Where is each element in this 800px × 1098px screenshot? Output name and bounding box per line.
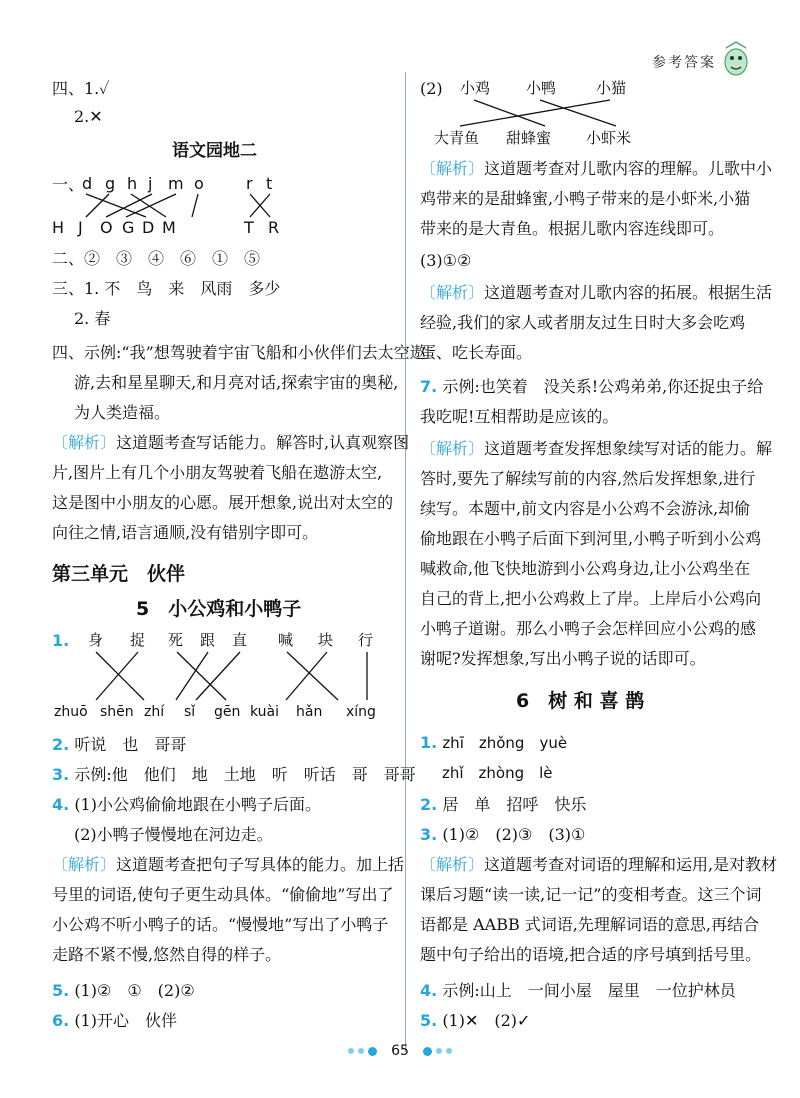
analysis-line: 语都是 AABB 式词语,先理解词语的意思,再结合 xyxy=(420,915,759,934)
answer-line: 为人类造福。 xyxy=(74,403,171,422)
match-letter-lower: j xyxy=(148,174,153,193)
match-pinyin: xíng xyxy=(346,704,376,720)
column-divider xyxy=(405,72,406,1052)
analysis-line xyxy=(52,854,404,876)
answer-text: (1)开心 伙伴 xyxy=(74,1011,177,1030)
answer-line: 我吃呢!互相帮助是应该的。 xyxy=(420,407,619,426)
analysis-line: 带来的是大青鱼。根据儿歌内容连线即可。 xyxy=(420,219,725,238)
analysis-line: 答时,要先了解续写前的内容,然后发挥想象,进行 xyxy=(420,469,756,488)
question-line xyxy=(52,764,416,786)
question-number: 4. xyxy=(52,795,70,814)
analysis-line xyxy=(420,438,772,460)
match-food: 小虾米 xyxy=(586,129,632,147)
match-character: 喊 xyxy=(278,631,294,649)
analysis-tag: 〔解析〕 xyxy=(420,283,485,302)
decor-dot-icon xyxy=(423,1047,432,1056)
match-pinyin: sǐ xyxy=(184,704,196,720)
decor-dot-icon xyxy=(348,1048,354,1054)
question-number: 4. xyxy=(420,981,438,1000)
analysis-line: 课后习题“读一读,记一记”的变相考查。这三个词 xyxy=(420,885,762,904)
answer-text: 示例:山上 一间小屋 屋里 一位护林员 xyxy=(442,981,736,1000)
answer-text: 示例:他 他们 地 土地 听 听话 哥 哥哥 xyxy=(74,765,416,784)
analysis-line xyxy=(420,854,777,876)
analysis-line: 号里的词语,使句子更生动具体。“偷偷地”写出了 xyxy=(52,885,394,904)
answer-text: 示例:也笑着 没关系!公鸡弟弟,你还捉虫子给 xyxy=(442,377,764,396)
analysis-line: 走路不紧不慢,悠然自得的样子。 xyxy=(52,945,282,964)
question-number: 2. xyxy=(420,795,438,814)
answer-line: 四、1.✓ xyxy=(52,79,110,98)
lesson-title: 5 小公鸡和小鸭子 xyxy=(136,598,302,620)
question-line xyxy=(52,794,321,816)
answer-text: (1)② (2)③ (3)① xyxy=(442,825,586,844)
match-letter-upper: H xyxy=(52,218,65,237)
match-pinyin: kuài xyxy=(250,704,280,720)
analysis-text: 这道题考查对词语的理解和运用,是对教材 xyxy=(484,855,778,874)
question-line xyxy=(420,794,586,816)
analysis-line: 蛋、吃长寿面。 xyxy=(420,343,533,362)
answer-line: 三、1. 不 鸟 来 风雨 多少 xyxy=(52,279,281,298)
analysis-line: 偷地跟在小鸭子后面下到河里,小鸭子听到小公鸡 xyxy=(420,529,762,548)
analysis-line: 经验,我们的家人或者朋友过生日时大多会吃鸡 xyxy=(420,313,746,332)
char-match-lines xyxy=(52,72,394,772)
analysis-line: 鸡带来的是甜蜂蜜,小鸭子带来的是小虾米,小猫 xyxy=(420,189,751,208)
analysis-line: 谢呢?发挥想象,写出小鸭子说的话即可。 xyxy=(420,649,706,668)
match-pinyin: zhuō xyxy=(54,704,88,720)
question-line xyxy=(420,1010,530,1032)
match-character: 块 xyxy=(318,631,334,649)
answer-line: 四、示例:“我”想驾驶着宇宙飞船和小伙伴们去太空遨 xyxy=(52,343,426,362)
answer-line: zhǐ zhòng lè xyxy=(442,764,553,782)
match-character: 行 xyxy=(358,631,374,649)
decor-dot-icon xyxy=(368,1047,377,1056)
match-animal: 小鸭 xyxy=(526,79,557,97)
match-character: 死 xyxy=(168,631,184,649)
answer-text: (1)② ① (2)② xyxy=(74,981,195,1000)
analysis-tag: 〔解析〕 xyxy=(52,855,117,874)
analysis-tag: 〔解析〕 xyxy=(420,439,485,458)
answer-text: 听说 也 哥哥 xyxy=(74,735,187,754)
question-number: 7. xyxy=(420,377,438,396)
analysis-line: 向往之情,语言通顺,没有错别字即可。 xyxy=(52,523,319,542)
unit-title: 第三单元 伙伴 xyxy=(52,563,186,585)
question-line xyxy=(52,980,195,1002)
analysis-text: 这道题考查把句子写具体的能力。加上括 xyxy=(116,855,405,874)
answer-line: 二、② ③ ④ ⑥ ① ⑤ xyxy=(52,249,261,268)
question-number: 1. xyxy=(52,631,70,650)
match-letter-upper: T xyxy=(244,218,254,237)
analysis-line xyxy=(420,282,772,304)
match-character: 身 xyxy=(88,631,104,649)
decor-dot-icon xyxy=(358,1048,364,1054)
analysis-text: 这道题考查写话能力。解答时,认真观察图 xyxy=(116,433,410,452)
match-pinyin: shēn xyxy=(100,704,134,720)
match-character: 跟 xyxy=(200,631,216,649)
question-number: 5. xyxy=(420,1011,438,1030)
section-title: 语文园地二 xyxy=(172,141,257,161)
match-food: 大青鱼 xyxy=(434,129,480,147)
answer-line: (2)小鸭子慢慢地在河边走。 xyxy=(74,825,273,844)
question-number: 6. xyxy=(52,1011,70,1030)
match-food: 甜蜂蜜 xyxy=(506,129,552,147)
match-letter-lower: t xyxy=(266,174,273,193)
answer-line: 2. 春 xyxy=(74,309,111,328)
answer-line: (3)①② xyxy=(420,251,472,270)
analysis-line: 小鸭子道谢。那么小鸭子会怎样回应小公鸡的感 xyxy=(420,619,757,638)
match-letter-lower: m xyxy=(168,174,184,193)
match-pinyin: gēn xyxy=(214,704,241,720)
lesson-title: 6 树 和 喜 鹊 xyxy=(516,690,645,712)
analysis-tag: 〔解析〕 xyxy=(420,855,485,874)
answer-prefix: (2) xyxy=(420,79,443,98)
question-number: 2. xyxy=(52,735,70,754)
answer-text: (1)✕ (2)✓ xyxy=(442,1011,531,1030)
answer-text: 居 单 招呼 快乐 xyxy=(442,795,587,814)
match-letter-lower: r xyxy=(246,174,253,193)
question-line xyxy=(420,376,763,398)
analysis-text: 这道题考查发挥想象续写对话的能力。解 xyxy=(484,439,773,458)
match-animal: 小鸡 xyxy=(460,79,491,97)
analysis-line: 题中句子给出的语境,把合适的序号填到括号里。 xyxy=(420,945,762,964)
question-number: 3. xyxy=(52,765,70,784)
question-number: 5. xyxy=(52,981,70,1000)
answer-prefix: 一、 xyxy=(52,175,85,194)
decor-dot-icon xyxy=(446,1048,452,1054)
analysis-tag: 〔解析〕 xyxy=(52,433,117,452)
question-number: 3. xyxy=(420,825,438,844)
analysis-line xyxy=(420,158,772,180)
question-line xyxy=(52,1010,177,1032)
match-character: 直 xyxy=(232,631,248,649)
question-line xyxy=(52,734,186,756)
analysis-text: 这道题考查对儿歌内容的拓展。根据生活 xyxy=(484,283,773,302)
analysis-line: 自己的背上,把小公鸡救上了岸。上岸后小公鸡向 xyxy=(420,589,762,608)
page-number: 65 xyxy=(391,1043,409,1059)
header-title: 参考答案 xyxy=(652,55,716,71)
match-letter-lower: o xyxy=(194,174,204,193)
answer-text: (1)小公鸡偷偷地跟在小鸭子后面。 xyxy=(74,795,321,814)
question-line xyxy=(420,824,585,846)
match-letter-lower: h xyxy=(127,174,138,193)
question-line xyxy=(420,732,567,754)
answer-text: zhī zhǒng yuè xyxy=(442,734,568,752)
question-line xyxy=(420,980,736,1002)
match-character: 捉 xyxy=(130,631,146,649)
decor-dot-icon xyxy=(436,1048,442,1054)
analysis-tag: 〔解析〕 xyxy=(420,159,485,178)
analysis-text: 这道题考查对儿歌内容的理解。儿歌中小 xyxy=(484,159,773,178)
analysis-line: 续写。本题中,前文内容是小公鸡不会游泳,却偷 xyxy=(420,499,751,518)
match-letter-lower: d xyxy=(82,174,93,193)
match-letter-upper: M xyxy=(162,218,176,237)
match-letter-upper: J xyxy=(78,218,83,237)
match-letter-upper: O xyxy=(100,218,113,237)
analysis-line: 这是图中小朋友的心愿。展开想象,说出对太空的 xyxy=(52,493,394,512)
answer-line: 游,去和星星聊天,和月亮对话,探索宇宙的奥秘, xyxy=(74,373,399,392)
analysis-line: 片,图片上有几个小朋友驾驶着飞船在遨游太空, xyxy=(52,463,383,482)
match-letter-upper: D xyxy=(142,218,155,237)
match-animal: 小猫 xyxy=(596,79,627,97)
match-pinyin: hǎn xyxy=(296,704,323,720)
match-pinyin: zhí xyxy=(144,704,165,720)
analysis-line: 喊救命,他飞快地游到小公鸡身边,让小公鸡坐在 xyxy=(420,559,751,578)
page-footer xyxy=(0,1043,800,1059)
match-letter-upper: R xyxy=(268,218,280,237)
match-letter-upper: G xyxy=(122,218,135,237)
answer-line: 2.✕ xyxy=(74,107,103,126)
question-number: 1. xyxy=(420,733,438,752)
match-letter-lower: g xyxy=(105,174,116,193)
analysis-line: 小公鸡不听小鸭子的话。“慢慢地”写出了小鸭子 xyxy=(52,915,389,934)
